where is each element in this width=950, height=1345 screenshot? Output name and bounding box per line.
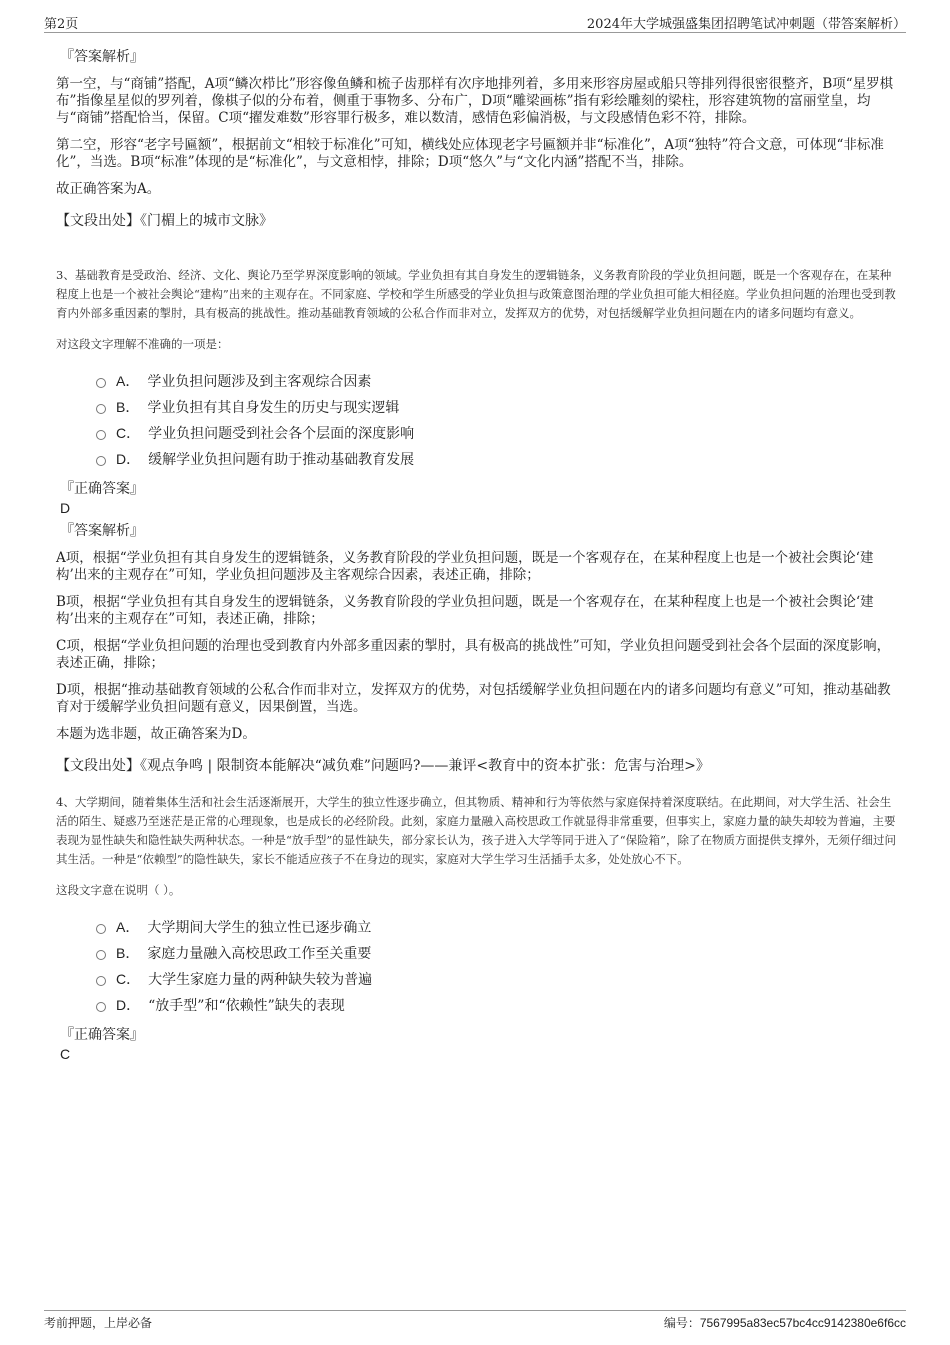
option-letter: B． [116,945,140,961]
option-list [96,368,898,472]
document-title: 2024年大学城强盛集团招聘笔试冲刺题（带答案解析） [586,17,906,32]
radio-icon[interactable] [96,924,106,934]
page-header [44,12,906,33]
option-letter: A． [116,373,140,389]
option-text: 学业负担问题受到社会各个层面的深度影响 [148,426,415,442]
question-stem: 4、大学期间，随着集体生活和社会生活逐渐展开，大学生的独立性逐步确立，但其物质、精神和行为等依然与家庭保持着深度联结。在此期间，对大学生活、社会生活的陌生、疑惑乃至迷茫是正常的心理现象，也是成长的必经阶段。此刻，家庭力量融入高校思政工作就显得非常重要，但事实上，家庭力量的缺失却较为普遍，主要表现为显性缺失和隐性缺失两种状态。一种是“放手型”的显性缺失，部分家长认为，孩子进入大学等同于进入了“保险箱”，除了在物质方面提供支撑外，无须仔细过问其生活。一种是“依赖型”的隐性缺失，家长不能适应孩子不在身边的现实，家庭对大学生学习生活插手太多，处处放心不下。 [56,795,897,866]
radio-icon[interactable] [96,378,106,388]
option-text: 缓解学业负担问题有助于推动基础教育发展 [148,452,415,468]
option-list [96,914,898,1018]
analysis-paragraph: 第一空，与“商铺”搭配，A项“鳞次栉比”形容像鱼鳞和梳子齿那样有次序地排列着，多用来形容房屋或船只等排列得很密很整齐，B项“星罗棋布”指像星星似的罗列着，像棋子似的分布着，侧重于事物多、分布广，D项“雕梁画栋”指有彩绘雕刻的梁柱，形容建筑物的富丽堂皇，均与“商铺”搭配恰当，保留。C项“擢发难数”形容罪行极多，难以数清，感情色彩偏消极，与文段感情色彩不符，排除。 [56,76,894,126]
radio-icon[interactable] [96,404,106,414]
option-letter: D． [116,997,141,1013]
analysis-label: 『答案解析』 [60,49,144,65]
question-prompt: 对这段文字理解不准确的一项是： [56,337,229,351]
page-number: 第2页 [44,17,79,32]
correct-answer: D [60,500,71,516]
analysis-paragraph: 第二空，形容“老字号匾额”，根据前文“相较于标准化”可知，横线处应体现老字号匾额并非“标准化”，A项“独特”符合文意，可体现“非标准化”，当选。B项“标准”体现的是“标准化”，与文意相悖，排除；D项“悠久”与“文化内涵”搭配不当，排除。 [56,137,884,170]
correct-answer-label: 『正确答案』 [60,1027,144,1043]
document-id: 编号：7567995a83ec57bc4cc9142380e6f6cc [663,1316,906,1330]
option-letter: B． [116,399,140,415]
option-b[interactable] [96,940,898,966]
analysis-conclusion: 本题为选非题，故正确答案为D。 [56,726,256,742]
question-prompt: 这段文字意在说明（ ）。 [56,883,181,897]
option-a[interactable] [96,368,898,394]
option-letter: D． [116,451,141,467]
analysis-paragraph: B项，根据“学业负担有其自身发生的逻辑链条，义务教育阶段的学业负担问题，既是一个客观存在，在某种程度上也是一个被社会舆论‘建构’出来的主观存在”可知，表述正确，排除； [56,594,874,627]
option-text: 大学生家庭力量的两种缺失较为普遍 [148,972,373,988]
option-letter: A． [116,919,140,935]
page-content [56,42,898,1066]
radio-icon[interactable] [96,976,106,986]
analysis-paragraph: D项，根据“推动基础教育领域的公私合作而非对立，发挥双方的优势，对包括缓解学业负担问题在内的诸多问题均有意义”可知，推动基础教育对于缓解学业负担问题有意义，因果倒置，当选。 [56,682,891,715]
option-c[interactable] [96,966,898,992]
radio-icon[interactable] [96,1002,106,1012]
option-text: 学业负担有其自身发生的历史与现实逻辑 [147,400,400,416]
question-stem: 3、基础教育是受政治、经济、文化、舆论乃至学界深度影响的领域。学业负担有其自身发生的逻辑链条，义务教育阶段的学业负担问题，既是一个客观存在，在某种程度上也是一个被社会舆论“建构”出来的主观存在。不同家庭、学校和学生所感受的学业负担与政策意图治理的学业负担可能大相径庭。学业负担问题的治理也受到教育内外部多重因素的掣肘，具有极高的挑战性。推动基础教育领域的公私合作而非对立，发挥双方的优势，对包括缓解学业负担问题在内的诸多问题均有意义。 [56,268,896,320]
option-c[interactable] [96,420,898,446]
analysis-label: 『答案解析』 [60,523,144,539]
option-text: 学业负担问题涉及到主客观综合因素 [147,374,372,390]
source-citation: 【文段出处】《门楣上的城市文脉》 [56,213,273,229]
option-text: 家庭力量融入高校思政工作至关重要 [147,946,372,962]
radio-icon[interactable] [96,430,106,440]
option-d[interactable] [96,446,898,472]
option-b[interactable] [96,394,898,420]
option-letter: C． [116,425,141,441]
analysis-conclusion: 故正确答案为A。 [56,181,161,197]
radio-icon[interactable] [96,950,106,960]
source-citation: 【文段出处】《观点争鸣 | 限制资本能解决“减负难”问题吗?——兼评<教育中的资本扩张：危害与治理>》 [56,758,710,774]
option-text: “放手型”和“依赖性”缺失的表现 [148,998,345,1014]
analysis-paragraph: A项，根据“学业负担有其自身发生的逻辑链条，义务教育阶段的学业负担问题，既是一个客观存在，在某种程度上也是一个被社会舆论‘建构’出来的主观存在”可知，学业负担问题涉及主客观综合因素，表述正确，排除； [56,550,874,583]
footer-slogan: 考前押题，上岸必备 [44,1316,153,1330]
option-text: 大学期间大学生的独立性已逐步确立 [147,920,372,936]
correct-answer: C [60,1046,71,1062]
page-footer [44,1310,906,1331]
correct-answer-label: 『正确答案』 [60,481,144,497]
option-a[interactable] [96,914,898,940]
analysis-paragraph: C项，根据“学业负担问题的治理也受到教育内外部多重因素的掣肘，具有极高的挑战性”可知，学业负担问题受到社会各个层面的深度影响，表述正确，排除； [56,638,891,671]
radio-icon[interactable] [96,456,106,466]
option-letter: C． [116,971,141,987]
option-d[interactable] [96,992,898,1018]
